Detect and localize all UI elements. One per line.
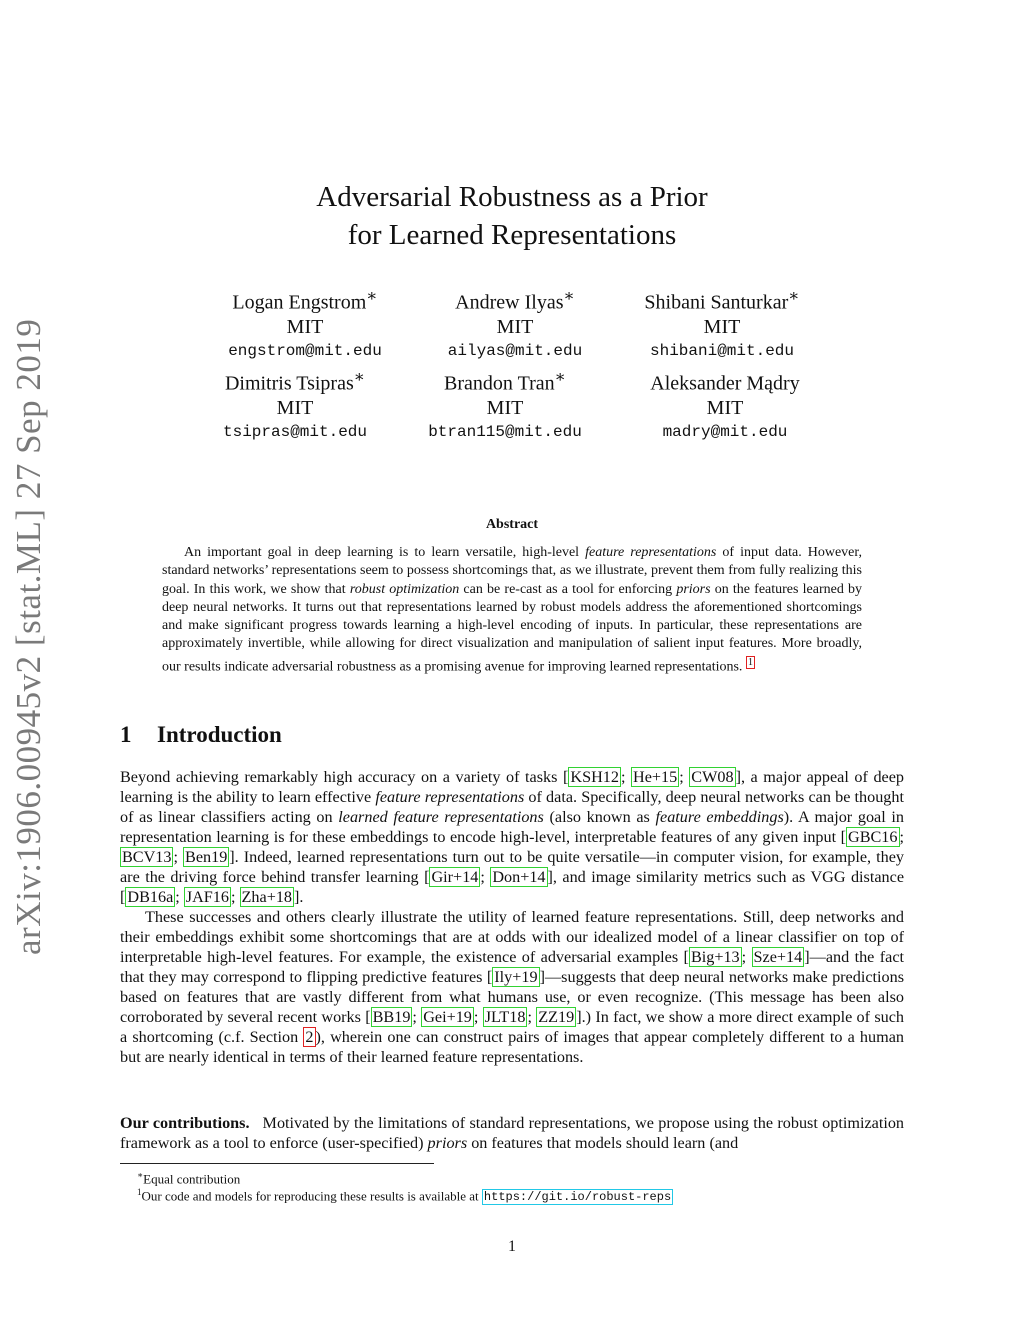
abstract-text: on the features learned by deep neural networks. It turns out that representations learned by robust models address the aforementioned shortcomings and make significant progress towards learning a high-level encoding of inputs. In particular, these representations are approximately invertible, while allowing for direct visualization and manipulation of salient input features. More broadly, our results indicate adversarial robustness as a promising avenue for improving learned representations.: [162, 581, 862, 675]
author-affiliation: MIT: [496, 315, 534, 338]
paper-title: [0, 178, 1024, 254]
body-text: ]—and the fact that they may correspond to flipping predictive features [: [120, 948, 905, 986]
equal-contribution-mark: ∗: [788, 286, 800, 305]
author-name: Shibani Santurkar: [644, 291, 789, 314]
arxiv-identifier: arXiv:1906.00945v2 [stat.ML] 27 Sep 2019: [9, 318, 48, 955]
citation-link[interactable]: Zha+18: [241, 888, 293, 906]
body-text: ], a major appeal of deep learning is the ability to learn effective: [120, 768, 904, 806]
citation-link[interactable]: BB19: [372, 1008, 411, 1026]
citation-separator: ;: [173, 848, 184, 866]
title-line-1: Adversarial Robustness as a Prior: [316, 181, 708, 213]
body-text: of data. Specifically, deep neural networks can be thought of as linear classifiers acting on: [120, 788, 904, 826]
author-affiliation: MIT: [276, 396, 314, 419]
abstract-emphasis: priors: [676, 581, 711, 597]
contributions-body: [120, 1113, 909, 1153]
citation-separator: ;: [175, 888, 184, 906]
author-affiliation: MIT: [286, 315, 324, 338]
author-ilyas: [410, 284, 620, 363]
abstract-text: can be re-cast as a tool for enforcing: [459, 581, 677, 597]
footnote-code-availability: [137, 1184, 673, 1205]
citation-separator: ;: [679, 768, 690, 786]
footnote-link[interactable]: 1: [747, 656, 753, 668]
paragraph-lead: Our contributions.: [120, 1114, 250, 1132]
citation-link[interactable]: ZZ19: [538, 1008, 575, 1026]
citation-link[interactable]: Big+13: [690, 948, 740, 966]
citation-link[interactable]: BCV13: [122, 848, 172, 866]
author-email[interactable]: btran115@mit.edu: [428, 422, 582, 441]
intro-paragraph-2: [120, 907, 904, 1067]
footnote-rule: [120, 1163, 434, 1164]
section-reference-link[interactable]: 2: [305, 1028, 314, 1046]
intro-paragraph-1: [120, 767, 904, 907]
abstract-heading: Abstract: [485, 517, 539, 532]
body-text: Motivated by the limitations of standard representations, we propose using the robust optimization framework as a tool to enforce (user-specified): [120, 1114, 909, 1152]
author-email[interactable]: shibani@mit.edu: [649, 341, 795, 360]
citation-link[interactable]: He+15: [633, 768, 678, 786]
body-text: ), wherein one can construct pairs of images that appear completely different to a human but are nearly identical in terms of their learned feature representations.: [120, 1028, 904, 1066]
citation-link[interactable]: Gei+19: [423, 1008, 472, 1026]
author-affiliation: MIT: [703, 315, 741, 338]
author-engstrom: [200, 284, 410, 363]
citation-separator: ;: [527, 1008, 537, 1026]
author-affiliation: MIT: [486, 396, 524, 419]
author-tran: [400, 365, 610, 444]
footnote-text: Equal contribution: [143, 1171, 241, 1187]
abstract-paragraph: [162, 544, 862, 677]
author-name: Andrew Ilyas: [455, 291, 564, 314]
section-heading-introduction: [120, 722, 282, 748]
body-emphasis: priors: [427, 1134, 468, 1152]
author-name: Logan Engstrom: [232, 291, 367, 314]
contributions-paragraph: [120, 1113, 909, 1153]
abstract-text: of input data. However, standard networks’ representations seem to possess shortcomings that, as we illustrate, prevent them from fully realizing this goal. In this work, we show that: [162, 545, 862, 597]
author-email[interactable]: engstrom@mit.edu: [228, 341, 382, 360]
body-text: ). A major goal in representation learning is for these embeddings to encode high-level, interpretable features of any given input [: [120, 808, 904, 846]
citation-separator: ;: [480, 868, 491, 886]
body-emphasis: learned feature representations: [338, 808, 544, 826]
section-title: Introduction: [157, 722, 282, 747]
citation-separator: ;: [620, 768, 632, 786]
body-text: ], and image similarity metrics such as VGG distance [: [120, 868, 905, 906]
citation-link[interactable]: GBC16: [848, 828, 898, 846]
citation-link[interactable]: CW08: [691, 768, 734, 786]
abstract-body: [162, 544, 862, 677]
citation-link[interactable]: DB16a: [127, 888, 174, 906]
abstract-text: An important goal in deep learning is to learn versatile, high-level: [184, 545, 586, 560]
author-name: Brandon Tran: [444, 372, 555, 395]
author-madry: [620, 365, 830, 444]
citation-separator: ;: [899, 828, 904, 846]
body-text: (also known as: [543, 808, 656, 826]
introduction-body: [120, 767, 904, 1067]
author-email[interactable]: tsipras@mit.edu: [222, 422, 368, 441]
citation-separator: ;: [230, 888, 240, 906]
citation-link[interactable]: JLT18: [484, 1008, 526, 1026]
body-text: Beyond achieving remarkably high accuracy on a variety of tasks [: [120, 768, 569, 786]
title-line-2: for Learned Representations: [347, 219, 677, 251]
citation-link[interactable]: KSH12: [570, 768, 619, 786]
footnote-mark: 1: [137, 1187, 142, 1197]
author-affiliation: MIT: [706, 396, 744, 419]
abstract-emphasis: robust optimization: [349, 581, 460, 597]
body-emphasis: feature representations: [375, 788, 525, 806]
citation-separator: ;: [473, 1008, 483, 1026]
equal-contribution-mark: ∗: [353, 367, 366, 386]
footnote-text: Our code and models for reproducing these results is available at: [141, 1188, 482, 1204]
citation-link[interactable]: JAF16: [185, 888, 229, 906]
author-name: Dimitris Tsipras: [224, 372, 354, 395]
body-text: These successes and others clearly illustrate the utility of learned feature representations. Still, deep networks and their embeddings exhibit some shortcomings that are at odds with our idealized model of a linear classifier on top of interpretable high-level features. For example, the existence of adversarial examples [: [120, 908, 904, 966]
section-number: 1: [120, 722, 132, 747]
repository-url-link[interactable]: https://git.io/robust-reps: [483, 1190, 672, 1205]
citation-separator: ;: [412, 1008, 422, 1026]
citation-link[interactable]: Ily+19: [494, 968, 538, 986]
author-email[interactable]: ailyas@mit.edu: [447, 341, 583, 360]
author-tsipras: [190, 365, 400, 444]
equal-contribution-mark: ∗: [554, 367, 566, 386]
abstract-emphasis: feature representations: [585, 545, 717, 560]
equal-contribution-mark: ∗: [563, 286, 575, 305]
author-email[interactable]: madry@mit.edu: [662, 422, 788, 441]
citation-link[interactable]: Sze+14: [753, 948, 803, 966]
footnote-mark: ∗: [137, 1170, 144, 1180]
body-emphasis: feature embeddings: [655, 808, 784, 826]
author-name: Aleksander Mądry: [650, 372, 800, 395]
equal-contribution-mark: ∗: [366, 286, 378, 305]
body-text: ].: [294, 888, 304, 906]
citation-separator: ;: [741, 948, 752, 966]
citation-link[interactable]: Don+14: [492, 868, 546, 886]
body-text: ]—suggests that deep neural networks make predictions based on features that are vastly different from what humans use, or even recognize. (This message has been also corroborated by several recent works [: [120, 968, 904, 1026]
citation-link[interactable]: Gir+14: [431, 868, 479, 886]
body-text: on features that models should learn (and: [467, 1134, 739, 1152]
page-number: 1: [508, 1238, 516, 1255]
author-santurkar: [617, 284, 827, 363]
citation-link[interactable]: Ben19: [185, 848, 228, 866]
body-text: ].) In fact, we show a more direct example of such a shortcoming (c.f. Section: [120, 1008, 904, 1046]
body-text: ]. Indeed, learned representations turn out to be quite versatile—in computer vision, for example, they are the driving force behind transfer learning [: [120, 848, 905, 886]
